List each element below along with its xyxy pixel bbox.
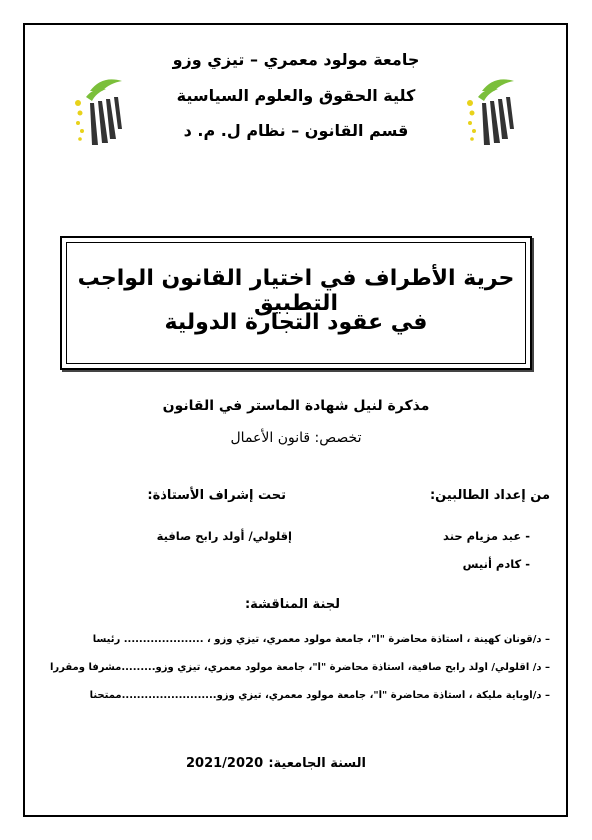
academic-year-label: السنة الجامعية:: [268, 756, 366, 771]
faculty-name: كلية الحقوق والعلوم السياسية: [176, 86, 416, 105]
thesis-specialty: تخصص: قانون الأعمال: [230, 430, 362, 446]
committee-label: لجنة المناقشة:: [244, 597, 340, 612]
university-name: جامعة مولود معمري – تيزي وزو: [172, 50, 420, 69]
supervisor-name: إقلولي/ أولد رابح صافية: [156, 529, 292, 543]
committee-member-3: – د/أوباية مليكة ، أستاذة محاضرة "أ"، جامعة مولود معمري، تيزي وزو.........................ممتحنا: [89, 690, 550, 701]
supervisor-label: تحت إشراف الأستاذة:: [147, 488, 286, 503]
student-name-2: - كادم أنيس: [462, 557, 530, 571]
thesis-title-line2: في عقود التجارة الدولية: [164, 310, 428, 335]
department-name: قسم القانون – نظام ل. م. د: [183, 121, 409, 140]
thesis-purpose: مذكرة لنيل شهادة الماستر في القانون: [162, 398, 430, 414]
committee-member-1: – د/قونان كهينة ، أستاذة محاضرة "أ"، جامعة مولود معمري، تيزي وزو ، ..................... رئيسا: [92, 634, 550, 645]
academic-year-value: 2021/2020: [186, 756, 264, 771]
committee-member-2: – د/ اقلولي/ أولد رابح صافية، أستاذة محاضرة "أ"، جامعة مولود معمري، تيزي وزو.........مشرفا ومقررا: [49, 662, 550, 673]
title-box: [60, 236, 532, 370]
student-name-1: - عبد مزيام حند: [443, 529, 530, 543]
students-label: من إعداد الطالبين:: [429, 488, 550, 503]
thesis-title-line1: حرية الأطراف في اختيار القانون الواجب التطبيق: [77, 266, 515, 316]
